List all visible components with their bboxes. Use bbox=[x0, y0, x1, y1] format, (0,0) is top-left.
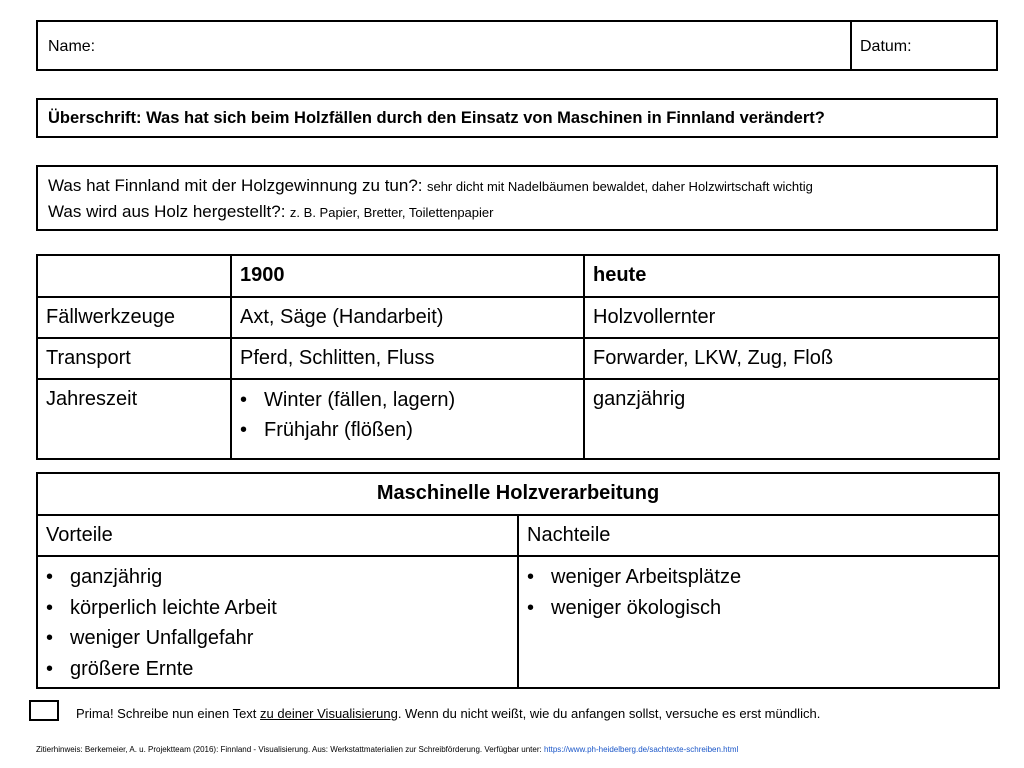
row-label: Jahreszeit bbox=[37, 379, 231, 459]
processing-title: Maschinelle Holzverarbeitung bbox=[37, 473, 999, 515]
cell-1900: Axt, Säge (Handarbeit) bbox=[231, 297, 584, 338]
list-item: • Winter (fällen, lagern) bbox=[232, 385, 583, 415]
pros-list bbox=[38, 562, 517, 684]
season-list bbox=[232, 385, 583, 445]
list-item: • ganzjährig bbox=[38, 562, 517, 593]
name-date-box bbox=[36, 20, 998, 71]
task-link[interactable]: zu deiner Visualisierung bbox=[260, 706, 398, 721]
row-label: Transport bbox=[37, 338, 231, 379]
page-title: Überschrift: Was hat sich beim Holzfällen durch den Einsatz von Maschinen in Finnland verändert? bbox=[48, 109, 825, 127]
table-row bbox=[37, 556, 999, 688]
title-box bbox=[36, 98, 998, 138]
cell-1900 bbox=[231, 379, 584, 459]
header-empty-cell bbox=[37, 255, 231, 297]
row-label: Fällwerkzeuge bbox=[37, 297, 231, 338]
table-row bbox=[37, 515, 999, 556]
table-row bbox=[37, 297, 999, 338]
header-1900: 1900 bbox=[231, 255, 584, 297]
date-field[interactable] bbox=[852, 22, 996, 69]
intro-line-2 bbox=[48, 202, 493, 222]
cell-1900: Pferd, Schlitten, Fluss bbox=[231, 338, 584, 379]
header-heute: heute bbox=[584, 255, 999, 297]
cons-header: Nachteile bbox=[518, 515, 999, 556]
intro-question-2: Was wird aus Holz hergestellt?: bbox=[48, 202, 286, 221]
task-instruction bbox=[76, 706, 820, 721]
intro-answer-2: z. B. Papier, Bretter, Toilettenpapier bbox=[289, 205, 494, 220]
pros-cell bbox=[37, 556, 518, 688]
table-row bbox=[37, 338, 999, 379]
list-item: • Frühjahr (flößen) bbox=[232, 415, 583, 445]
pros-header: Vorteile bbox=[37, 515, 518, 556]
cons-list bbox=[519, 562, 998, 623]
name-label: Name: bbox=[48, 38, 96, 55]
table-row bbox=[37, 473, 999, 515]
citation bbox=[36, 745, 738, 754]
date-label: Datum: bbox=[860, 38, 912, 55]
list-item: • körperlich leichte Arbeit bbox=[38, 593, 517, 624]
name-field[interactable] bbox=[38, 22, 852, 69]
processing-table bbox=[36, 472, 1000, 689]
cons-cell bbox=[518, 556, 999, 688]
list-item: • weniger Arbeitsplätze bbox=[519, 562, 998, 593]
citation-link[interactable]: https://www.ph-heidelberg.de/sachtexte-schreiben.html bbox=[543, 745, 739, 754]
cell-heute: Holzvollernter bbox=[584, 297, 999, 338]
table-row bbox=[37, 255, 999, 297]
intro-question-1: Was hat Finnland mit der Holzgewinnung zu tun?: bbox=[48, 176, 423, 195]
intro-answer-1: sehr dicht mit Nadelbäumen bewaldet, daher Holzwirtschaft wichtig bbox=[426, 179, 813, 194]
list-item: • größere Ernte bbox=[38, 654, 517, 685]
list-item: • weniger ökologisch bbox=[519, 593, 998, 624]
intro-box bbox=[36, 165, 998, 231]
table-row bbox=[37, 379, 999, 459]
intro-line-1 bbox=[48, 176, 813, 196]
comparison-table bbox=[36, 254, 1000, 460]
cell-heute: Forwarder, LKW, Zug, Floß bbox=[584, 338, 999, 379]
cell-heute: ganzjährig bbox=[584, 379, 999, 459]
task-checkbox[interactable] bbox=[29, 700, 59, 721]
task-text-before: Prima! Schreibe nun einen Text bbox=[76, 706, 261, 721]
list-item: • weniger Unfallgefahr bbox=[38, 623, 517, 654]
task-text-after: . Wenn du nicht weißt, wie du anfangen sollst, versuche es erst mündlich. bbox=[397, 706, 821, 721]
citation-text: Zitierhinweis: Berkemeier, A. u. Projektteam (2016): Finnland - Visualisierung. Aus: Werkstattmaterialien zur Schreibförderung. Verfügbar unter: bbox=[36, 745, 544, 754]
